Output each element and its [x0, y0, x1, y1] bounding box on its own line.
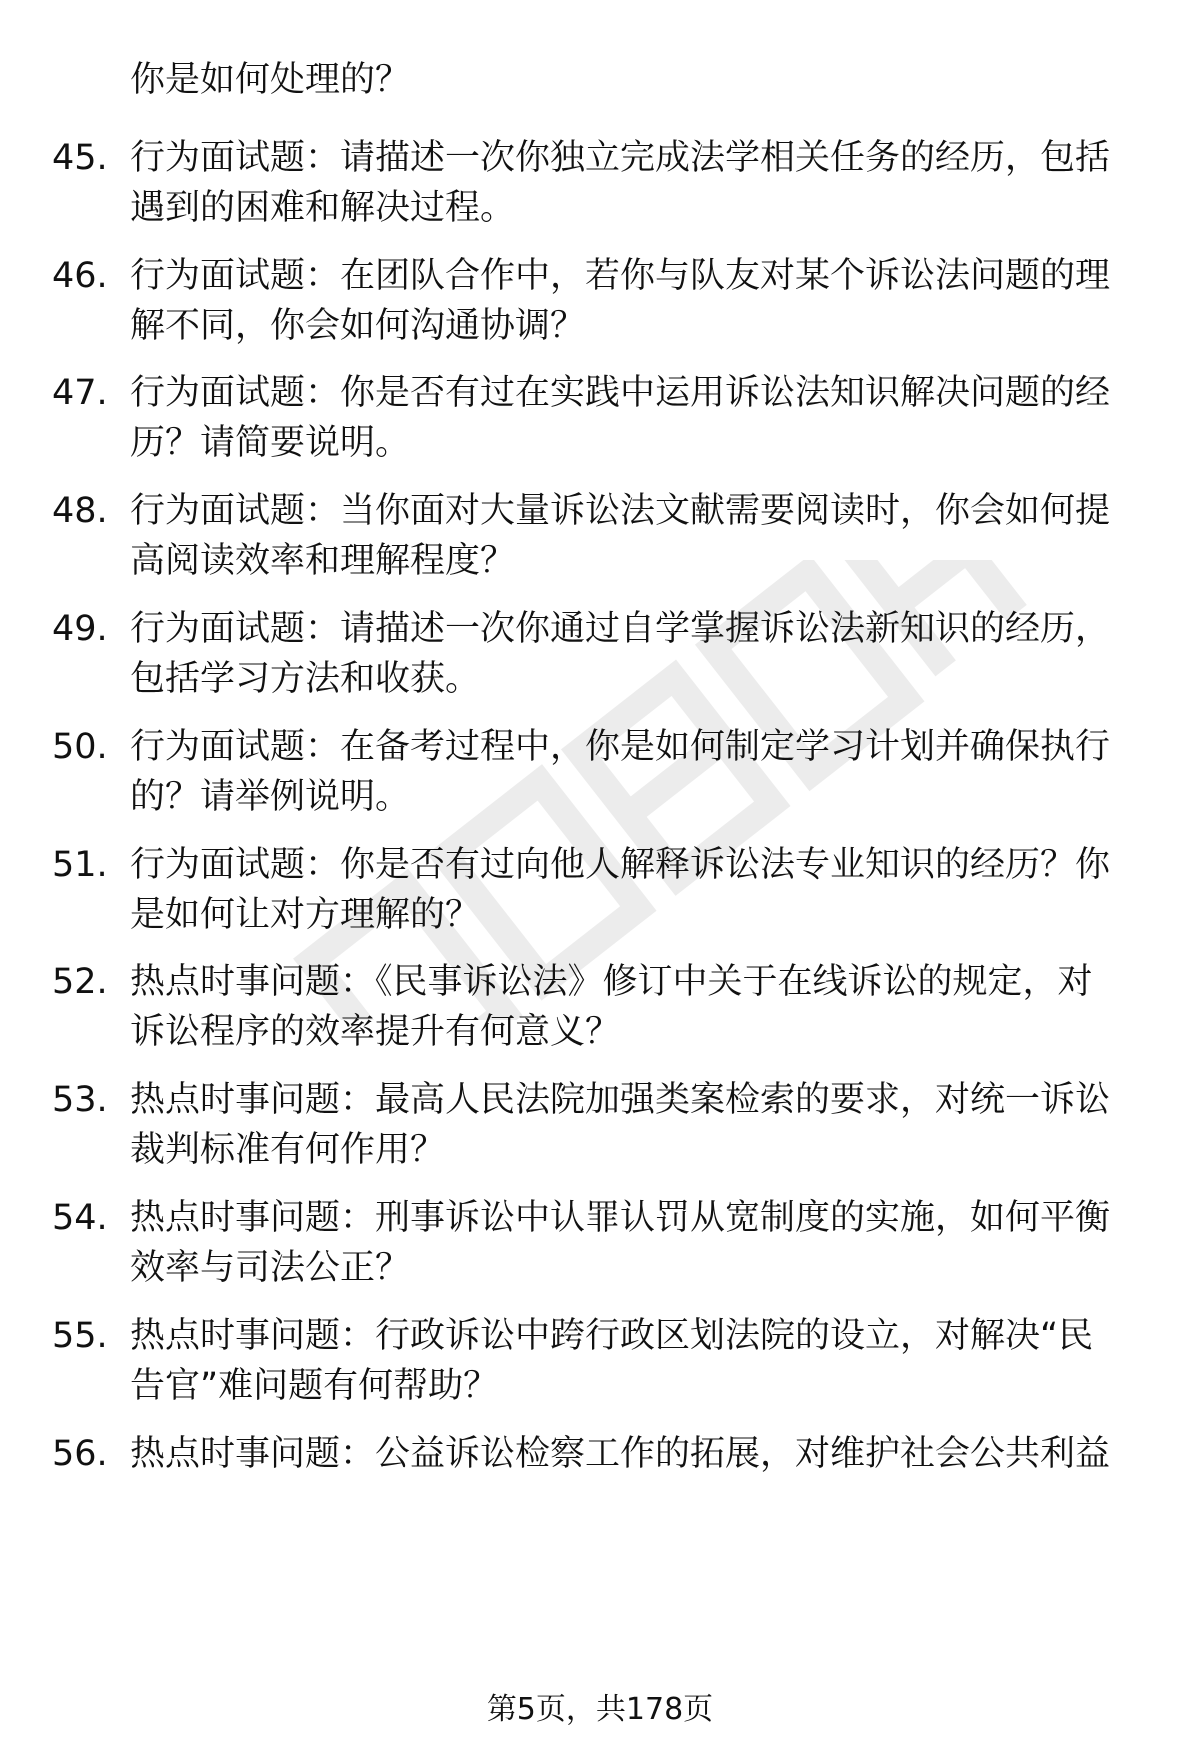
page-footer: 第5页，共178页	[486, 1692, 714, 1727]
item-number: 54.	[52, 1198, 108, 1238]
item-text-line: 包括学习方法和收获。	[130, 659, 481, 699]
item-text-line: 行为面试题：请描述一次你独立完成法学相关任务的经历，包括	[130, 138, 1111, 178]
item-number: 47.	[52, 373, 108, 413]
item-number: 46.	[52, 256, 108, 296]
continuation-text: 你是如何处理的？	[130, 60, 411, 100]
item-text-line: 的？请举例说明。	[130, 777, 411, 817]
item-text-line: 行为面试题：你是否有过向他人解释诉讼法专业知识的经历？你	[130, 845, 1111, 885]
item-text-line: 行为面试题：当你面对大量诉讼法文献需要阅读时，你会如何提	[130, 491, 1111, 531]
item-text-line: 行为面试题：请描述一次你通过自学掌握诉讼法新知识的经历，	[130, 609, 1111, 649]
item-text-line: 历？请简要说明。	[130, 423, 411, 463]
item-text-line: 诉讼程序的效率提升有何意义？	[130, 1012, 621, 1052]
item-text-line: 裁判标准有何作用？	[130, 1130, 446, 1170]
item-text-line: 热点时事问题：行政诉讼中跨行政区划法院的设立，对解决“民	[130, 1316, 1094, 1356]
item-number: 45.	[52, 138, 108, 178]
item-text-line: 行为面试题：你是否有过在实践中运用诉讼法知识解决问题的经	[130, 373, 1111, 413]
item-number: 55.	[52, 1316, 108, 1356]
item-number: 53.	[52, 1080, 108, 1120]
item-text-line: 行为面试题：在备考过程中，你是如何制定学习计划并确保执行	[130, 727, 1111, 767]
item-number: 48.	[52, 491, 108, 531]
item-text-line: 热点时事问题：公益诉讼检察工作的拓展，对维护社会公共利益	[130, 1434, 1111, 1474]
item-text-line: 行为面试题：在团队合作中，若你与队友对某个诉讼法问题的理	[130, 256, 1111, 296]
item-text-line: 告官”难问题有何帮助？	[130, 1366, 499, 1406]
item-number: 51.	[52, 845, 108, 885]
item-text-line: 遇到的困难和解决过程。	[130, 188, 516, 228]
item-text-line: 热点时事问题：最高人民法院加强类案检索的要求，对统一诉讼	[130, 1080, 1111, 1120]
item-text-line: 高阅读效率和理解程度？	[130, 541, 516, 581]
item-text-line: 效率与司法公正？	[130, 1248, 411, 1288]
item-text-line: 热点时事问题：《民事诉讼法》修订中关于在线诉讼的规定，对	[130, 962, 1093, 1002]
item-text-line: 是如何让对方理解的？	[130, 895, 481, 935]
item-number: 52.	[52, 962, 108, 1002]
item-text-line: 解不同，你会如何沟通协调？	[130, 306, 586, 346]
item-text-line: 热点时事问题：刑事诉讼中认罪认罚从宽制度的实施，如何平衡	[130, 1198, 1111, 1238]
item-number: 56.	[52, 1434, 108, 1474]
item-number: 50.	[52, 727, 108, 767]
item-number: 49.	[52, 609, 108, 649]
